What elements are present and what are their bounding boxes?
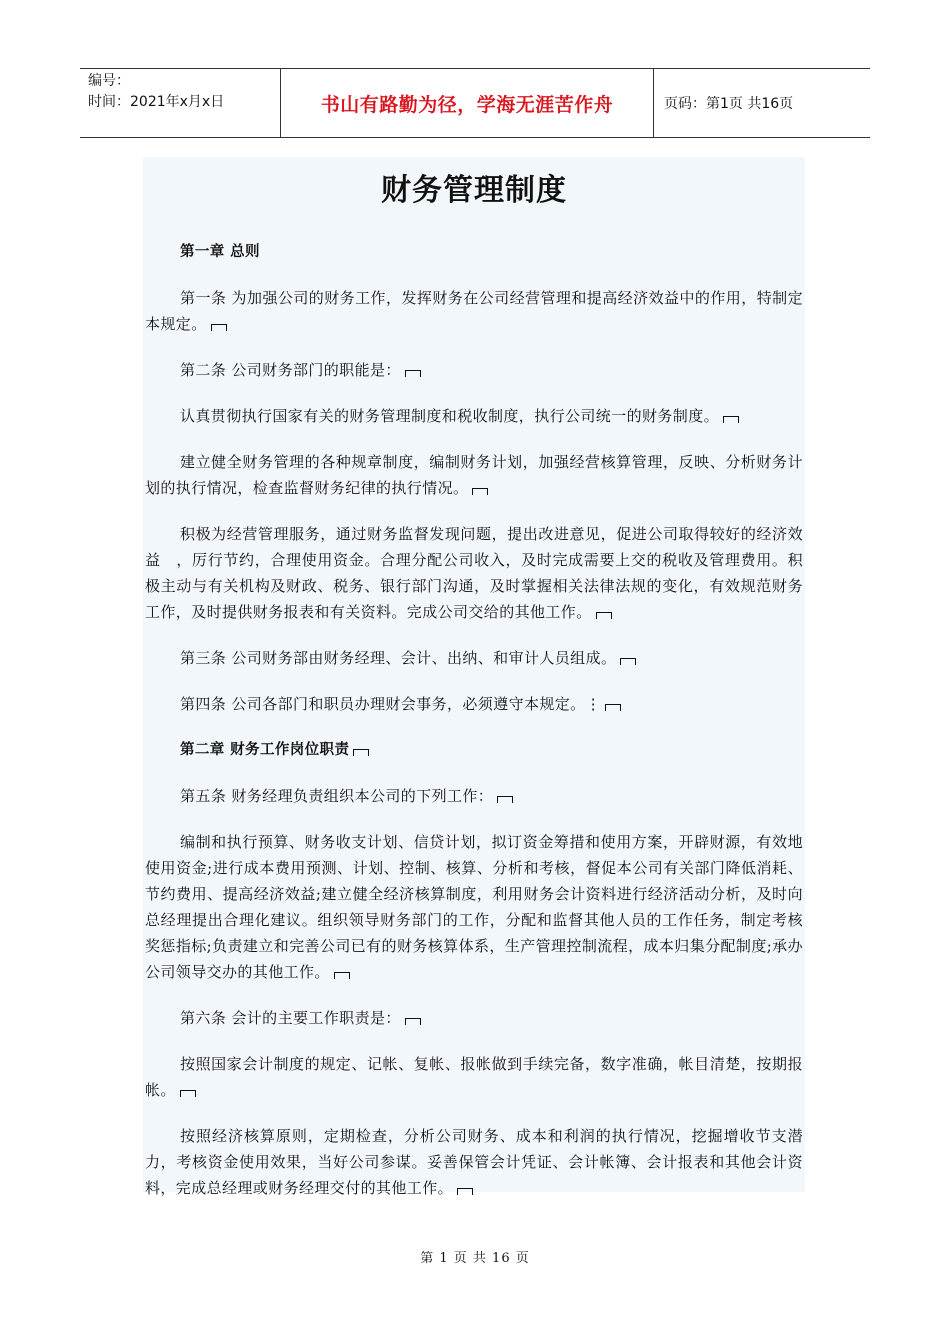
header-motto: 书山有路勤为径，学海无涯苦作舟	[281, 69, 654, 137]
paragraph-text: 编制和执行预算、财务收支计划、信贷计划，拟订资金筹措和使用方案，开辟财源，有效地使用资金;进行成本费用预测、计划、控制、核算、分析和考核，督促本公司有关部门降低消耗、节约费用、提高经济效益;建立健全经济核算制度，利用财务会计资料进行经济活动分析，及时向总经理提出合理化建议。组织领导财务部门的工作，分配和监督其他人员的工作任务，制定考核奖惩指标;负责建立和完善公司已有的财务核算体系，生产管理控制流程，成本归集分配制度;承办公司领导交办的其他工作。	[145, 833, 803, 981]
paragraph-text: 第六条 会计的主要工作职责是：	[180, 1009, 401, 1027]
paragraph-text: 按照经济核算原则，定期检查，分析公司财务、成本和利润的执行情况，挖掘增收节支潜力，考核资金使用效果，当好公司参谋。妥善保管会计凭证、会计帐簿、会计报表和其他会计资料，完成总经理或财务经理交付的其他工作。	[145, 1127, 803, 1197]
paragraph-text: 第一章 总则	[180, 244, 260, 260]
paragraph-mark-icon	[405, 1018, 421, 1025]
chapter-heading	[143, 737, 805, 763]
paragraph	[143, 403, 805, 429]
paragraph-mark-icon	[620, 658, 636, 665]
paragraph	[143, 829, 805, 985]
paragraph	[143, 1123, 805, 1201]
date-label: 时间：2021年x月x日	[88, 94, 225, 110]
header-page-info: 页码：第1页 共16页	[664, 96, 794, 112]
document-header	[80, 68, 870, 138]
paragraph-text: 按照国家会计制度的规定、记帐、复帐、报帐做到手续完备，数字准确，帐目清楚，按期报帐。	[145, 1055, 803, 1099]
paragraph-mark-icon	[353, 749, 369, 756]
document-body	[143, 157, 805, 1197]
paragraph-text: 第三条 公司财务部由财务经理、会计、出纳、和审计人员组成。	[180, 649, 617, 667]
paragraph	[143, 783, 805, 809]
paragraph-mark-icon	[605, 704, 621, 711]
paragraph-text: 认真贯彻执行国家有关的财务管理制度和税收制度，执行公司统一的财务制度。	[180, 407, 720, 425]
paragraph	[143, 357, 805, 383]
paragraph-mark-icon	[211, 324, 227, 331]
paragraph-mark-icon	[334, 972, 350, 979]
paragraph-text: 第二条 公司财务部门的职能是：	[180, 361, 401, 379]
paragraph	[143, 1005, 805, 1031]
paragraph-text: 积极为经营管理服务，通过财务监督发现问题，提出改进意见，促进公司取得较好的经济效益 ，厉行节约，合理使用资金。合理分配公司收入，及时完成需要上交的税收及管理费用。积极主动与有关机构及财政、税务、银行部门沟通，及时掌握相关法律法规的变化，有效规范财务工作，及时提供财务报表和有关资料。完成公司交给的其他工作。	[145, 525, 803, 621]
paragraph-mark-icon	[405, 370, 421, 377]
page-footer: 第 1 页 共 16 页	[420, 1251, 530, 1266]
document-title: 财务管理制度	[381, 173, 567, 208]
paragraph	[143, 691, 805, 717]
paragraph	[143, 285, 805, 337]
paragraph	[143, 1051, 805, 1103]
paragraph-list	[143, 239, 805, 1201]
header-meta	[80, 69, 281, 137]
paragraph-mark-icon	[472, 488, 488, 495]
code-label: 编号：	[88, 73, 130, 89]
paragraph-mark-icon	[180, 1090, 196, 1097]
paragraph-mark-icon	[596, 612, 612, 619]
paragraph	[143, 645, 805, 671]
paragraph-mark-icon	[497, 796, 513, 803]
paragraph-text: 第一条 为加强公司的财务工作，发挥财务在公司经营管理和提高经济效益中的作用，特制定本规定。	[145, 289, 803, 333]
paragraph-text: 第五条 财务经理负责组织本公司的下列工作：	[180, 787, 494, 805]
paragraph	[143, 449, 805, 501]
chapter-heading	[143, 239, 805, 265]
paragraph-text: 第二章 财务工作岗位职责	[180, 742, 350, 758]
paragraph-text: 建立健全财务管理的各种规章制度，编制财务计划，加强经营核算管理，反映、分析财务计划的执行情况，检查监督财务纪律的执行情况。	[145, 453, 803, 497]
paragraph	[143, 521, 805, 625]
paragraph-mark-icon	[457, 1188, 473, 1195]
paragraph-text: 第四条 公司各部门和职员办理财会事务，必须遵守本规定。⋮	[180, 695, 601, 713]
paragraph-mark-icon	[723, 416, 739, 423]
